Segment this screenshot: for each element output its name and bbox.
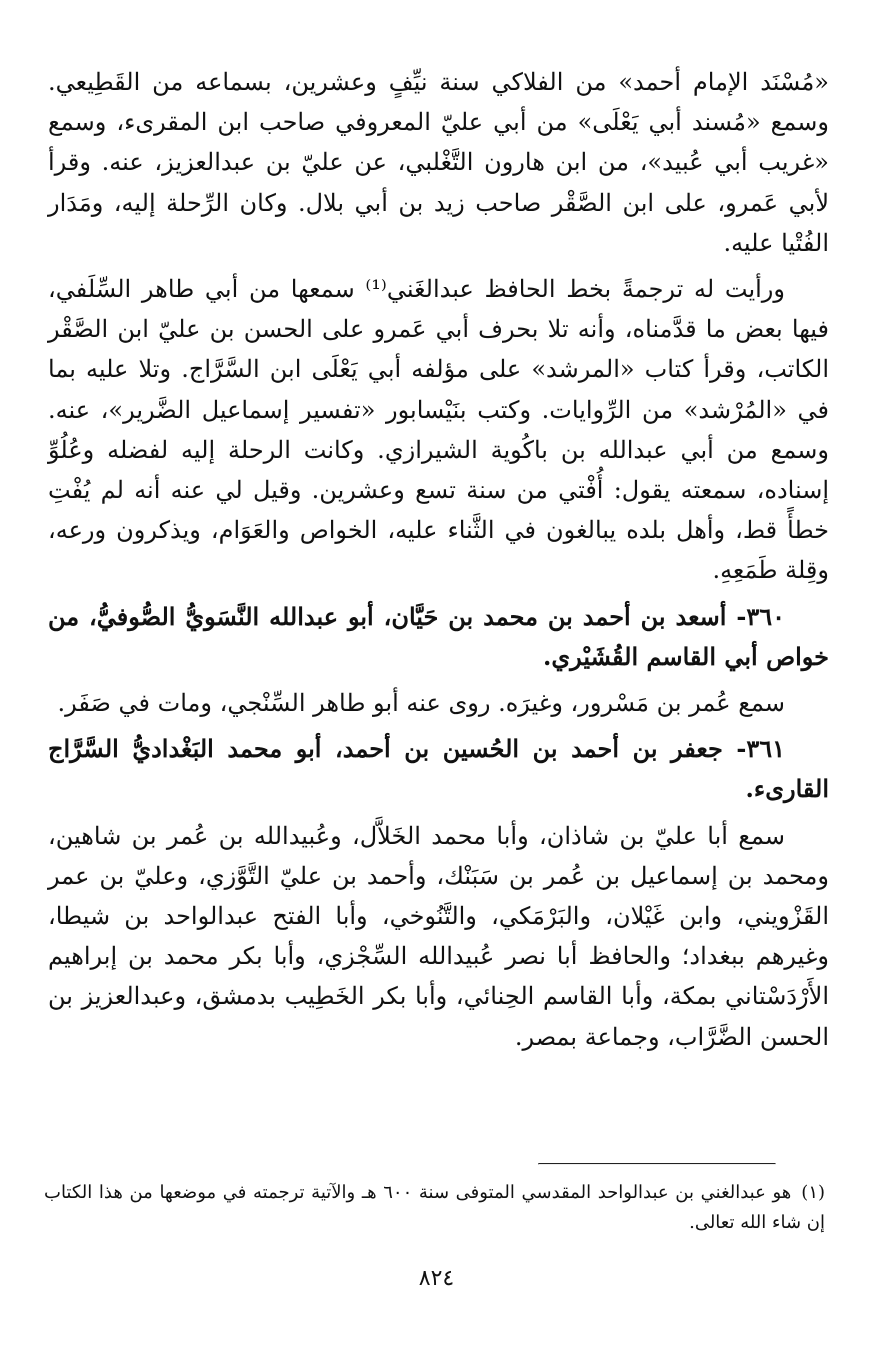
footnote	[44, 1178, 825, 1238]
paragraph-4: سمع أبا عليّ بن شاذان، وأبا محمد الخَلاَّل، وعُبيدالله بن عُمر بن شاهين، ومحمد بن إسماعيل بن عُمر بن سَبَنْك، وأحمد بن عليّ التَّوَّزي، وعليّ بن عمر القَزْويني، وابن غَيْلان، والبَرْمَكي، والتَّنُوخي، وأبا الفتح عبدالواحد بن شيطا، وغيرهم ببغداد؛ والحافظ أبا نصر عُبيدالله السِّجْزي، وأبا بكر محمد بن إبراهيم الأَرْدَسْتاني بمكة، وأبا القاسم الحِنائي، وأبا بكر الخَطِيب بدمشق، وعبدالعزيز بن الحسن الضَّرَّاب، وجماعة بمصر.	[48, 821, 829, 1051]
paragraph-3: سمع عُمر بن مَسْرور، وغيرَه. روى عنه أبو طاهر السِّنْجي، ومات في صَفَر.	[57, 689, 785, 718]
page-number: ٨٢٤	[418, 1266, 455, 1291]
footnote-separator	[538, 1163, 776, 1165]
entry-heading-361: ٣٦١- جعفر بن أحمد بن الحُسين بن أحمد، أبو محمد البَغْداديُّ السَّرَّاج القارىء.	[48, 734, 829, 804]
paragraph-1: «مُسْنَد الإمام أحمد» من الفلاكي سنة نيِّفٍ وعشرين، بسماعه من القَطِيعي. وسمع «مُسند أبي يَعْلَى» من أبي عليّ المعروفي صاحب ابن المقرىء، وسمع «غريب أبي عُبيد»، من ابن هارون التَّغْلبي، عن عليّ بن عبدالعزيز، عنه. وقرأ لأبي عَمرو، على ابن الصَّقْر صاحب زيد بن أبي بلال. وكان الرِّحلة إليه، ومَدَار الفُتْيا عليه.	[48, 68, 830, 257]
main-text	[48, 62, 829, 1057]
entry-heading-360: ٣٦٠- أسعد بن أحمد بن محمد بن حَيَّان، أبو عبدالله النَّسَويُّ الصُّوفيُّ، من خواص أبي القاسم القُشَيْري.	[48, 601, 829, 671]
footnote-text: هو عبدالغني بن عبدالواحد المقدسي المتوفى سنة ٦٠٠ هـ والآتية ترجمته في موضعها من هذا الكتاب إن شاء الله تعالى.	[44, 1182, 825, 1233]
paragraph-2: ورأيت له ترجمةً بخط الحافظ عبدالغَني⁽¹⁾ سمعها من أبي طاهر السِّلَفي، فيها بعض ما قدَّمناه، وأنه تلا بحرف أبي عَمرو على الحسن بن عليّ ابن الصَّقْر الكاتب، وقرأ كتاب «المرشد» على مؤلفه أبي يَعْلَى ابن السَّرَّاج. وتلا عليه بما في «المُرْشد» من الرِّوايات. وكتب بنَيْسابور «تفسير إسماعيل الضَّرير»، عنه. وسمع من أبي عبدالله بن باكُوية الشيرازي. وكانت الرحلة إليه لفضله وعُلُوِّ إسناده، سمعته يقول: أُفْتي من سنة تسع وعشرين. وقيل لي عنه أنه لم يُفْتِ خطأً قط، وأهل بلده يبالغون في الثَّناء عليه، الخواص والعَوَام، ويذكرون ورعه، وقِلة طَمَعِهِ.	[48, 275, 829, 585]
footnote-mark: (١)	[801, 1182, 826, 1203]
